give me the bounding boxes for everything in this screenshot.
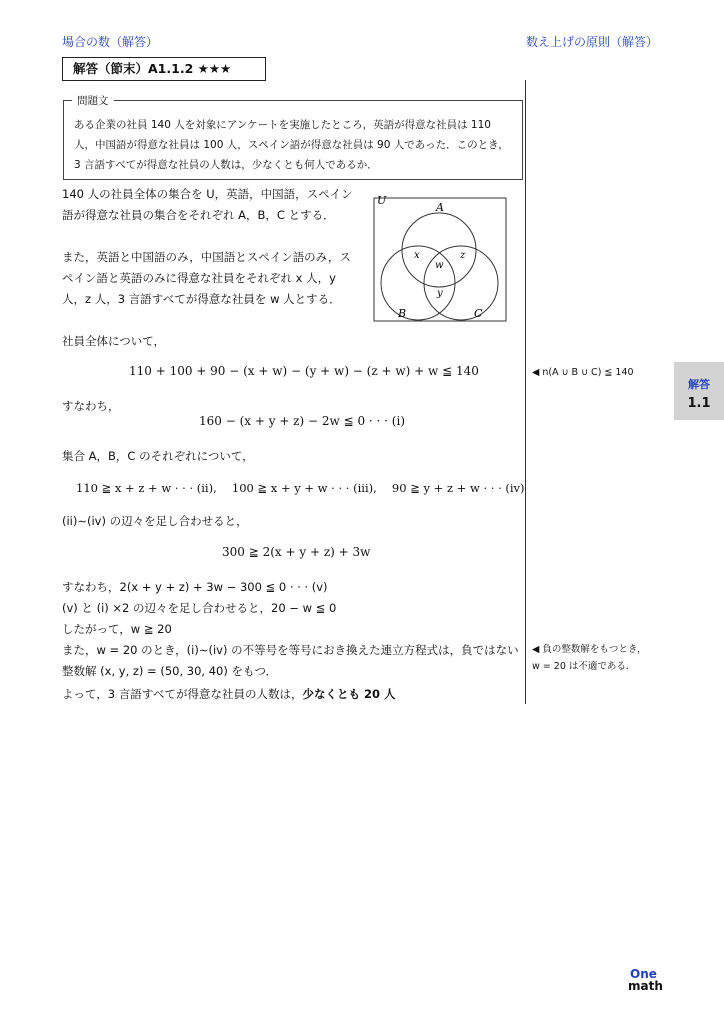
- header-left-title: 場合の数（解答）: [62, 35, 159, 49]
- solution-para-2: また，英語と中国語のみ，中国語とスペイン語のみ，スペイン語と英語のみに得意な社員をそれぞれ x 人，y 人，z 人，3 言語すべてが得意な社員を w 人とする．: [62, 250, 351, 306]
- solution-line-9: したがって，w ≧ 20: [62, 622, 172, 636]
- problem-box: [63, 95, 523, 180]
- chapter-tab-number: 1.1: [687, 396, 711, 411]
- side-note-2-line-2: w = 20 は不適である．: [532, 661, 636, 672]
- label-c: C: [474, 307, 483, 320]
- solution-para-4: すなわち，: [62, 399, 120, 413]
- side-note-2-line-1: ◀ 負の整数解をもつとき，: [532, 644, 647, 655]
- region-x: x: [414, 250, 420, 261]
- solution-line-10: また，w = 20 のとき，(i)∼(iv) の不等号を等号におき換えた連立方程式は，負ではない整数解 (x, y, z) = (50, 30, 40) をもつ．: [62, 643, 519, 678]
- solution-para-6: (ii)∼(iv) の辺々を足し合わせると，: [62, 514, 248, 528]
- side-note-1: ◀ n(A ∪ B ∪ C) ≦ 140: [532, 367, 634, 378]
- onemath-logo: [628, 967, 678, 993]
- header-right-title: 数え上げの原則（解答）: [525, 35, 658, 49]
- chapter-tab-label: 解答: [688, 378, 710, 391]
- region-z: z: [460, 250, 466, 261]
- solution-title-box: 解答（節末）A1.1.2 ★★★: [62, 57, 266, 81]
- region-w: w: [435, 260, 444, 271]
- equation-2: 160 − (x + y + z) − 2w ≦ 0 · · · (i): [199, 414, 405, 428]
- margin-divider: [525, 80, 526, 704]
- region-y: y: [437, 288, 443, 299]
- venn-diagram: [373, 190, 509, 322]
- problem-label: 問題文: [72, 93, 114, 108]
- label-a: A: [436, 201, 444, 214]
- solution-para-5: 集合 A，B，C のそれぞれについて，: [62, 449, 254, 463]
- label-u: U: [377, 194, 387, 207]
- solution-line-8: (v) と (i) ×2 の辺々を足し合わせると，20 − w ≦ 0: [62, 601, 337, 615]
- equation-1: 110 + 100 + 90 − (x + w) − (y + w) − (z + w) + w ≦ 140: [129, 364, 479, 378]
- logo-one-text: One: [630, 967, 657, 981]
- chapter-tab: [674, 362, 724, 420]
- conclusion-prefix: よって，3 言語すべてが得意な社員の人数は，: [62, 687, 303, 701]
- problem-text: ある企業の社員 140 人を対象にアンケートを実施したところ，英語が得意な社員は 110 人，中国語が得意な社員は 100 人，スペイン語が得意な社員は 90 人であった．このとき，3 言語すべてが得意な社員の人数は，少なくとも何人であるか．: [74, 119, 509, 171]
- solution-para-1: 140 人の社員全体の集合を U，英語，中国語，スペイン語が得意な社員の集合をそれぞれ A，B，C とする．: [62, 187, 353, 222]
- equation-3: 110 ≧ x + z + w · · · (ii), 100 ≧ x + y + w · · · (iii), 90 ≧ y + z + w · · · (iv): [76, 481, 525, 495]
- solution-line-7: すなわち，2(x + y + z) + 3w − 300 ≦ 0 · · · (v): [62, 580, 328, 594]
- equation-4: 300 ≧ 2(x + y + z) + 3w: [222, 545, 371, 559]
- label-b: B: [398, 307, 407, 320]
- solution-para-3: 社員全体について，: [62, 334, 166, 348]
- final-answer: 少なくとも 20 人: [302, 687, 396, 701]
- logo-math-text: math: [628, 979, 663, 993]
- solution-line-11: [62, 684, 396, 705]
